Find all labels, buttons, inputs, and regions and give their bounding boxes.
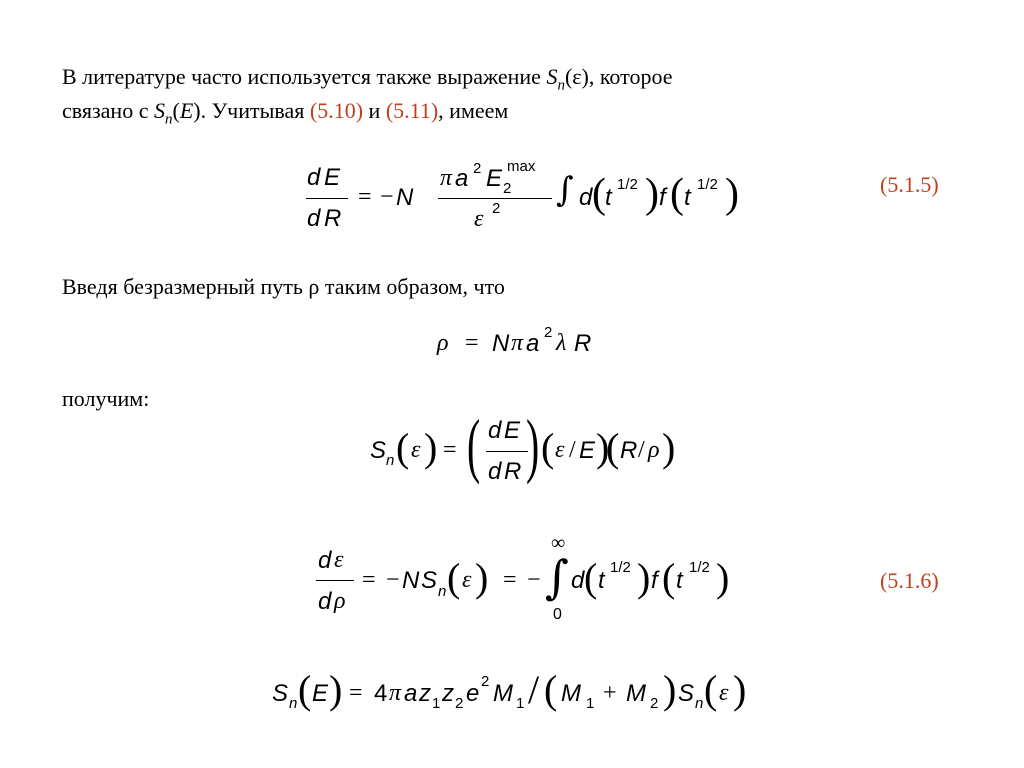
math-epsilon: ε: [555, 437, 565, 463]
fraction-bar: [306, 198, 348, 199]
big-left-paren: (: [467, 405, 481, 485]
left-paren: (: [298, 667, 312, 712]
subscript-n: n: [695, 695, 704, 712]
right-paren: ): [475, 555, 489, 600]
math-d: d: [318, 588, 332, 615]
fraction-bar: [486, 451, 528, 452]
right-paren: ): [662, 425, 676, 470]
symbol-s: S: [546, 64, 558, 89]
text: . Учитывая: [200, 98, 310, 123]
subscript-1: 1: [432, 695, 441, 712]
superscript-half: 1/2: [617, 176, 638, 193]
math-epsilon: ε: [462, 567, 472, 593]
number-4: 4: [374, 680, 388, 707]
minus-sign: −: [380, 184, 394, 210]
right-paren: ): [716, 555, 730, 600]
paragraph-3: получим:: [62, 386, 150, 411]
superscript-half: 1/2: [697, 176, 718, 193]
left-paren: (: [606, 425, 620, 470]
right-paren: ): [637, 555, 651, 600]
subscript-2: 2: [503, 180, 512, 197]
subscript-1: 1: [516, 695, 525, 712]
paren: (: [172, 98, 180, 123]
math-pi: π: [389, 680, 402, 706]
math-rho: ρ: [648, 437, 660, 463]
slash: /: [528, 667, 540, 712]
right-paren: ): [424, 425, 438, 470]
math-d: d: [579, 184, 593, 211]
math-r: R: [324, 205, 342, 232]
math-d: d: [307, 164, 321, 191]
math-epsilon: ε: [334, 547, 344, 573]
math-e: E: [324, 164, 341, 191]
left-paren: (: [544, 667, 558, 712]
right-paren: ): [663, 667, 677, 712]
math-pi: π: [440, 165, 453, 191]
math-r: R: [620, 437, 638, 464]
equation-number-5-1-5: (5.1.5): [880, 172, 939, 197]
math-e: E: [504, 417, 521, 444]
minus-sign: −: [527, 567, 541, 593]
left-paren: (: [584, 555, 598, 600]
math-r: R: [574, 330, 592, 357]
math-n: N: [396, 184, 414, 211]
math-r: R: [504, 458, 522, 485]
right-paren: ): [733, 667, 747, 712]
math-t: t: [598, 567, 605, 594]
math-epsilon: ε: [474, 206, 484, 232]
plus-sign: +: [603, 680, 617, 706]
subscript-2: 2: [650, 695, 659, 712]
left-paren: (: [541, 425, 555, 470]
math-a: a: [455, 165, 469, 192]
reference-5-10[interactable]: (5.10): [309, 98, 364, 123]
left-paren: (: [662, 555, 676, 600]
minus-sign: −: [386, 567, 400, 593]
text: , которое: [588, 64, 673, 89]
equals-sign: =: [503, 567, 517, 593]
text: связано с: [62, 98, 154, 123]
math-lambda: λ: [556, 330, 567, 356]
math-pi: π: [511, 330, 524, 356]
superscript-2: 2: [492, 200, 501, 217]
math-m: M: [493, 680, 513, 707]
math-e: E: [579, 437, 596, 464]
right-paren: ): [645, 171, 659, 217]
right-paren: ): [596, 425, 610, 470]
infinity-limit: ∞: [551, 532, 566, 554]
zero-limit: 0: [553, 606, 562, 623]
math-d: d: [488, 417, 502, 444]
paren: ): [193, 98, 201, 123]
math-n: N: [402, 567, 420, 594]
math-a: a: [404, 680, 418, 707]
fraction-bar: [438, 198, 552, 199]
math-epsilon: ε: [411, 437, 421, 463]
superscript-half: 1/2: [689, 559, 710, 576]
math-a: a: [526, 330, 540, 357]
math-s: S: [370, 437, 387, 464]
math-e: E: [486, 165, 503, 192]
math-d: d: [307, 205, 321, 232]
math-t: t: [684, 184, 691, 211]
superscript-2: 2: [481, 673, 490, 690]
equals-sign: =: [362, 567, 376, 593]
math-f: f: [659, 184, 666, 211]
subscript-1: 1: [586, 695, 595, 712]
math-m: M: [626, 680, 646, 707]
subscript-n: n: [289, 695, 298, 712]
reference-5-11[interactable]: (5.11): [385, 98, 439, 123]
paragraph-2: Введя безразмерный путь ρ таким образом, что: [62, 274, 505, 299]
math-m: M: [561, 680, 581, 707]
right-paren: ): [725, 171, 739, 217]
equals-sign: =: [358, 184, 372, 210]
symbol-e: E: [179, 98, 194, 123]
math-z: z: [419, 680, 431, 707]
math-s: S: [272, 680, 289, 707]
left-paren: (: [396, 425, 410, 470]
math-d: d: [318, 547, 332, 574]
superscript-half: 1/2: [610, 559, 631, 576]
math-n: N: [492, 330, 510, 357]
fraction-bar: [316, 580, 354, 581]
subscript-n: n: [386, 452, 395, 469]
math-d: d: [571, 567, 585, 594]
subscript-n: n: [164, 111, 173, 128]
text: и: [363, 98, 386, 123]
superscript-2: 2: [473, 160, 482, 177]
slash: /: [569, 437, 576, 463]
eps-arg: (ε): [564, 64, 589, 89]
equals-sign: =: [465, 330, 479, 356]
math-z: z: [442, 680, 454, 707]
math-rho: ρ: [334, 588, 346, 614]
right-paren: ): [329, 667, 343, 712]
superscript-max: max: [507, 158, 536, 175]
math-e-charge: e: [466, 680, 480, 707]
left-paren: (: [447, 555, 461, 600]
equation-number-5-1-6: (5.1.6): [880, 568, 939, 593]
math-rho: ρ: [437, 330, 449, 356]
equals-sign: =: [349, 680, 363, 706]
math-s: S: [678, 680, 695, 707]
math-f: f: [651, 567, 658, 594]
equation-5-1-5: [0, 0, 1024, 250]
left-paren: (: [704, 667, 718, 712]
text: В литературе часто используется также выражение: [62, 64, 547, 89]
text: , имеем: [438, 98, 509, 123]
subscript-n: n: [438, 583, 447, 600]
math-e: E: [312, 680, 329, 707]
slash: /: [638, 437, 645, 463]
subscript-n: n: [557, 77, 565, 94]
math-s: S: [421, 567, 438, 594]
math-t: t: [605, 184, 612, 211]
integral-sign: ∫: [545, 550, 569, 604]
math-t: t: [676, 567, 683, 594]
integral-sign: ∫: [556, 170, 574, 210]
left-paren: (: [670, 171, 684, 217]
equals-sign: =: [443, 437, 457, 463]
big-right-paren: ): [526, 405, 540, 485]
left-paren: (: [592, 171, 606, 217]
symbol-s: S: [153, 98, 165, 123]
subscript-2: 2: [455, 695, 464, 712]
math-d: d: [488, 458, 502, 485]
math-epsilon: ε: [719, 680, 729, 706]
superscript-2: 2: [544, 324, 553, 341]
